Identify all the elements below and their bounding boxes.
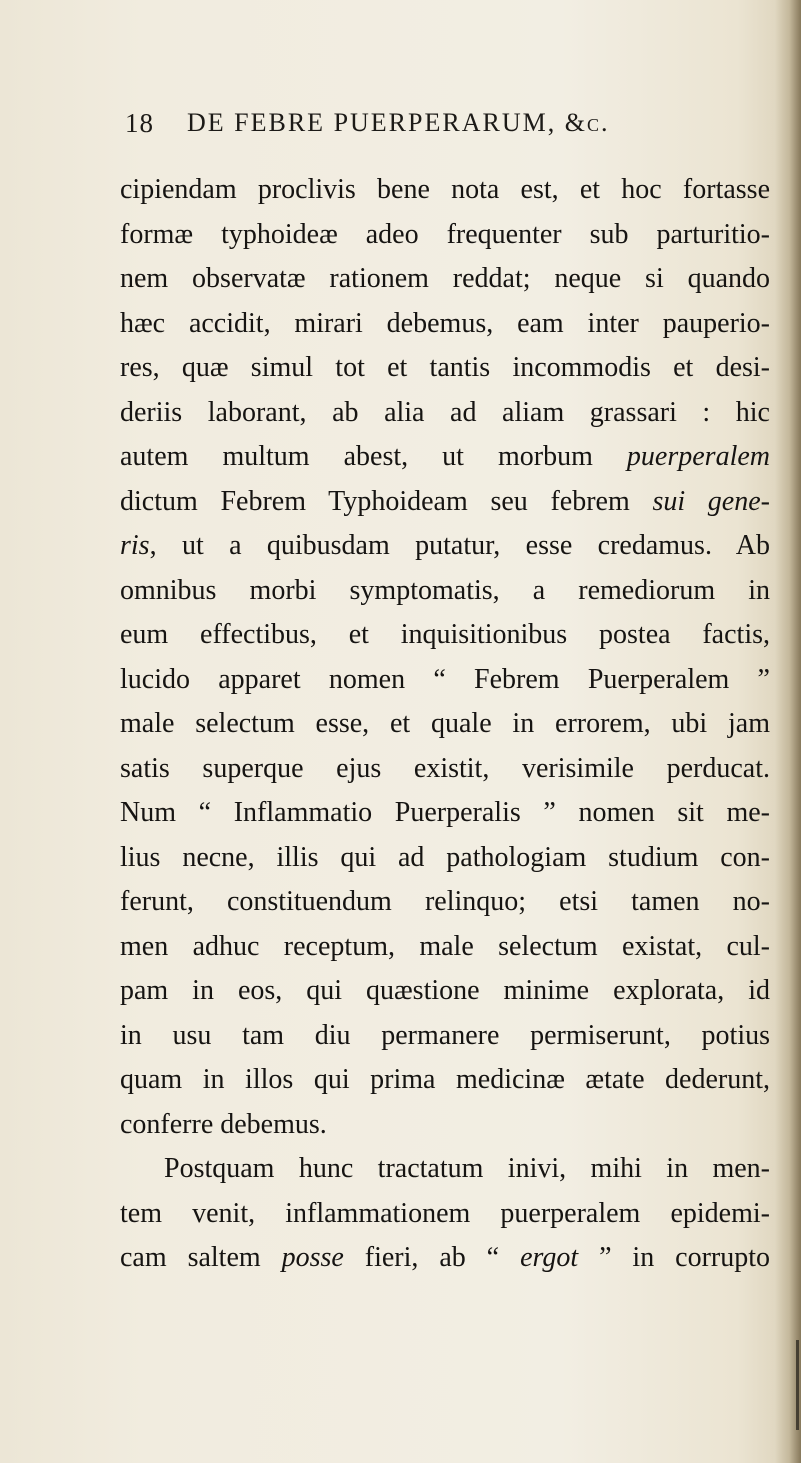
line-text: in usu tam diu permanere permiserunt, potius — [120, 1019, 770, 1051]
line-text: cam saltem — [120, 1242, 282, 1273]
line-text: men adhuc receptum, male selectum existat, cul- — [120, 930, 770, 962]
line-text: eum effectibus, et inquisitionibus postea factis, — [120, 619, 770, 650]
text-line — [120, 836, 770, 881]
line-text: lius necne, illis qui ad pathologiam studium con- — [120, 841, 770, 873]
text-line — [120, 702, 770, 747]
text-line — [120, 302, 770, 347]
line-text: Num “ Inflammatio Puerperalis ” nomen sit me- — [120, 797, 770, 828]
text-line — [120, 391, 770, 436]
italic-term: ris — [120, 530, 150, 561]
text-line — [120, 1058, 770, 1103]
page-edge-mark — [796, 1340, 799, 1430]
text-line — [120, 569, 770, 614]
line-text: nem observatæ rationem reddat; neque si quando — [120, 263, 770, 294]
line-text: Postquam hunc tractatum inivi, mihi in men- — [164, 1153, 770, 1184]
line-text: res, quæ simul tot et tantis incommodis et desi- — [120, 352, 770, 383]
text-line — [120, 257, 770, 302]
text-line — [120, 1192, 770, 1237]
line-text: lucido apparet nomen “ Febrem Puerperalem ” — [120, 663, 770, 695]
line-text: hæc accidit, mirari debemus, eam inter pauperio- — [120, 307, 770, 339]
text-line — [120, 1236, 770, 1281]
line-text: omnibus morbi symptomatis, a remediorum in — [120, 574, 770, 606]
line-text: autem multum abest, ut morbum — [120, 441, 627, 472]
line-text: deriis laborant, ab alia ad aliam grassari : hic — [120, 396, 770, 428]
italic-term: sui gene- — [652, 485, 770, 517]
line-text: pam in eos, qui quæstione minime explorata, id — [120, 975, 770, 1006]
line-text: conferre debemus. — [120, 1108, 327, 1140]
text-line — [120, 1103, 770, 1148]
running-head — [187, 108, 609, 138]
text-line — [120, 1014, 770, 1059]
line-text: quam in illos qui prima medicinæ ætate dederunt, — [120, 1064, 770, 1095]
text-line — [120, 168, 770, 213]
page-header — [125, 108, 765, 152]
text-line — [120, 925, 770, 970]
line-text: ferunt, constituendum relinquo; etsi tamen no- — [120, 886, 770, 917]
body-text — [120, 168, 770, 1281]
text-line — [120, 658, 770, 703]
text-line — [120, 346, 770, 391]
text-line — [120, 747, 770, 792]
line-text: cipiendam proclivis bene nota est, et hoc fortasse — [120, 174, 770, 205]
text-line — [120, 880, 770, 925]
page-edge-shadow — [775, 0, 801, 1463]
text-line — [120, 524, 770, 569]
line-text: , ut a quibusdam putatur, esse credamus. Ab — [149, 530, 770, 561]
line-text: fieri, ab “ — [343, 1242, 521, 1273]
italic-term: ergot — [520, 1242, 579, 1273]
text-line — [120, 213, 770, 258]
line-text: ” in corrupto — [578, 1242, 770, 1273]
text-line — [120, 435, 770, 480]
text-line — [120, 613, 770, 658]
line-text: male selectum esse, et quale in errorem, ubi jam — [120, 708, 770, 739]
line-text: dictum Febrem Typhoideam seu febrem — [120, 485, 653, 517]
text-line — [120, 1147, 770, 1192]
text-line — [120, 791, 770, 836]
italic-term: posse — [281, 1242, 344, 1273]
page-number: 18 — [125, 108, 154, 138]
text-line — [120, 969, 770, 1014]
line-text: formæ typhoideæ adeo frequenter sub parturitio- — [120, 218, 770, 250]
italic-term: puerperalem — [626, 441, 770, 472]
line-text: tem venit, inflammationem puerperalem epidemi- — [120, 1197, 770, 1229]
line-text: satis superque ejus existit, verisimile perducat. — [120, 752, 770, 784]
running-head-title: DE FEBRE PUERPERARUM, — [187, 108, 557, 137]
running-head-etc: &c. — [564, 108, 610, 137]
text-line — [120, 480, 770, 525]
